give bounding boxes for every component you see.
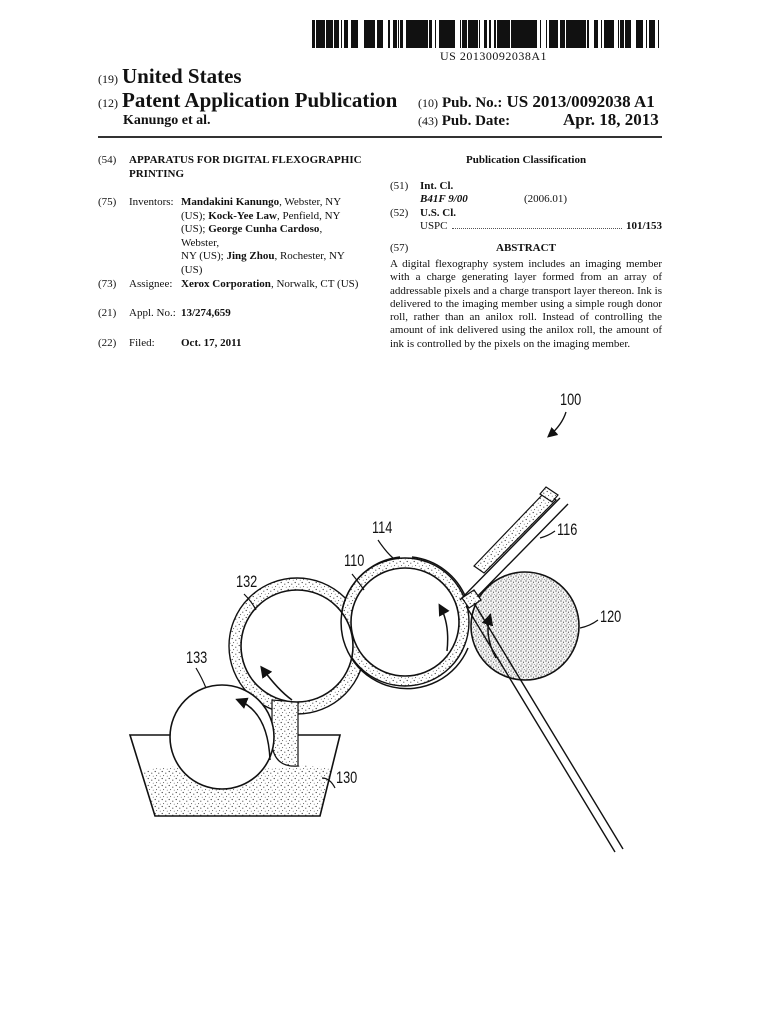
leader-120 bbox=[580, 620, 598, 628]
appl-code: (21) bbox=[98, 307, 117, 319]
abstract-text: A digital flexography system includes an imaging member with a charge generating layer formed from an array of addressable pixels and a charge transport layer thereon. Ink is delivered to the imaging member using a simple rough donor roll, rather than an anilox roll. Instead of controlling the amount of ink delivered using the anilox roll, the amount of ink is controlled by the pixels on the imaging member. bbox=[390, 258, 662, 350]
roller-133 bbox=[170, 685, 274, 789]
assignee-code: (73) bbox=[98, 278, 117, 290]
inventor-location: NY (US); bbox=[181, 250, 224, 262]
uspc-label: USPC bbox=[420, 220, 448, 232]
pub-date-code: (43) bbox=[418, 114, 438, 128]
classification-heading: Publication Classification bbox=[466, 154, 587, 166]
inventor-location: (US) bbox=[181, 263, 203, 276]
pub-no: US 2013/0092038 A1 bbox=[506, 92, 655, 111]
title-code: (54) bbox=[98, 154, 117, 166]
pub-date: Apr. 18, 2013 bbox=[563, 110, 659, 129]
ref-label-130: 130 bbox=[336, 768, 358, 787]
doc-type-code: (12) bbox=[98, 96, 118, 110]
pub-date-label: Pub. Date: bbox=[441, 113, 511, 129]
title-line-2: PRINTING bbox=[129, 167, 185, 180]
inventor-location: (US); bbox=[181, 223, 206, 235]
barcode-number: US 20130092038A1 bbox=[440, 49, 548, 63]
inventors-label: Inventors: bbox=[129, 196, 174, 208]
pub-no-label: Pub. No.: bbox=[442, 95, 503, 111]
intcl-year: (2006.01) bbox=[524, 193, 568, 205]
inventor-name: Kock-Yee Law bbox=[208, 209, 277, 222]
ref-label-132: 132 bbox=[236, 572, 258, 591]
appl-label: Appl. No.: bbox=[129, 307, 176, 319]
ink-bridge bbox=[272, 700, 298, 766]
inventors-code: (75) bbox=[98, 196, 117, 208]
roller-132 bbox=[241, 590, 353, 702]
leader-100 bbox=[549, 412, 566, 436]
abstract-heading: ABSTRACT bbox=[496, 242, 556, 254]
leader-116 bbox=[540, 531, 555, 538]
leader-114 bbox=[378, 540, 393, 558]
ref-label-110: 110 bbox=[344, 551, 365, 570]
appl-number: 13/274,659 bbox=[181, 307, 231, 319]
ref-label-116: 116 bbox=[557, 520, 578, 539]
inventor-location: , Penfield, NY bbox=[276, 209, 341, 222]
ref-label-114: 114 bbox=[372, 518, 393, 537]
ref-label-133: 133 bbox=[186, 648, 208, 667]
inventor-location: , Rochester, NY bbox=[274, 250, 345, 262]
intcl-class: B41F 9/00 bbox=[420, 193, 468, 205]
ref-label-120: 120 bbox=[600, 607, 622, 626]
country: United States bbox=[122, 64, 242, 88]
doc-type: Patent Application Publication bbox=[122, 88, 398, 112]
assignee-name: Xerox Corporation bbox=[181, 278, 271, 290]
title-line-1: APPARATUS FOR DIGITAL FLEXOGRAPHIC bbox=[129, 154, 362, 166]
uscl-code: (52) bbox=[390, 207, 409, 219]
printed-ink-116 bbox=[474, 492, 556, 573]
assignee-location: , Norwalk, CT (US) bbox=[270, 278, 359, 290]
filed-label: Filed: bbox=[129, 337, 155, 349]
inventor-location: (US); bbox=[181, 209, 206, 222]
intcl-label: Int. Cl. bbox=[420, 180, 454, 192]
inventor-name: Jing Zhou bbox=[226, 250, 275, 262]
filed-date: Oct. 17, 2011 bbox=[181, 337, 242, 349]
inventor-location: , Webster, NY bbox=[279, 196, 342, 208]
inventor-name: Mandakini Kanungo bbox=[181, 196, 280, 208]
intcl-code: (51) bbox=[390, 180, 409, 192]
assignee-label: Assignee: bbox=[129, 278, 173, 290]
uscl-label: U.S. Cl. bbox=[420, 207, 457, 219]
pub-no-code: (10) bbox=[418, 96, 438, 110]
abstract-code: (57) bbox=[390, 242, 409, 254]
authors: Kanungo et al. bbox=[123, 113, 211, 128]
leader-133 bbox=[196, 668, 206, 688]
inventor-location: , Webster, bbox=[181, 223, 323, 249]
uspc-value: 101/153 bbox=[625, 220, 662, 232]
country-code: (19) bbox=[98, 72, 118, 86]
imaging-member-110 bbox=[351, 568, 459, 676]
filed-code: (22) bbox=[98, 337, 117, 349]
inventor-name: George Cunha Cardoso bbox=[208, 223, 320, 235]
ref-label-100: 100 bbox=[560, 390, 582, 409]
